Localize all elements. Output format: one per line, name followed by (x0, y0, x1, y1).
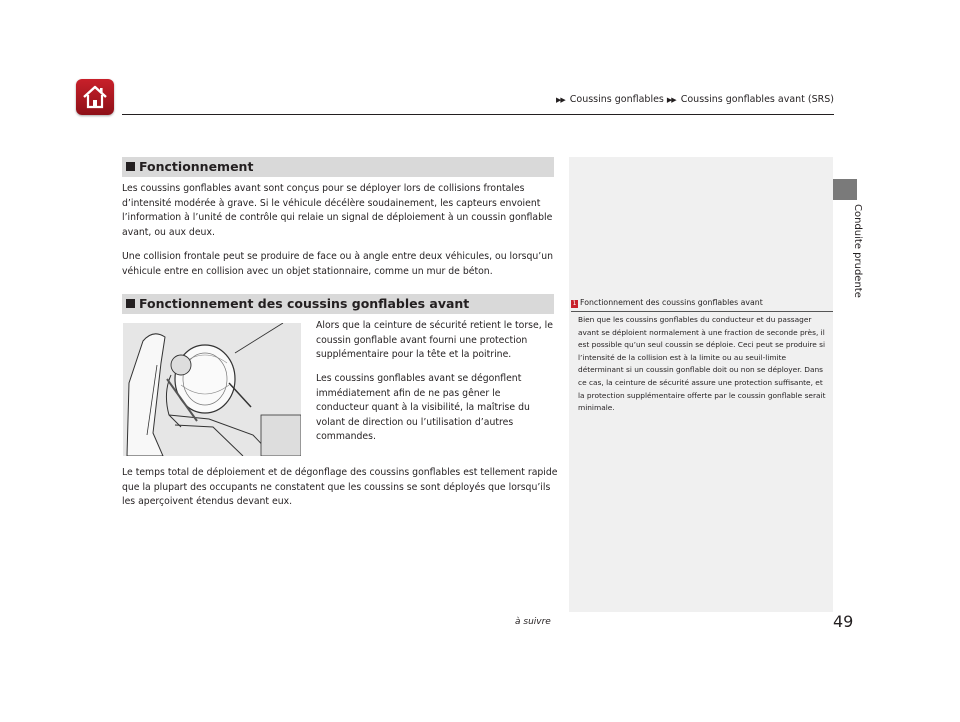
home-button[interactable] (76, 79, 114, 115)
paragraph: Le temps total de déploiement et de dégonflage des coussins gonflables est tellement rapide que la plupart des occupants ne constatent que les coussins se sont déployés que lorsqu’ils les aperçoivent étendus devant eux. (122, 467, 558, 507)
breadcrumb (556, 94, 834, 105)
section-title: Fonctionnement (139, 159, 254, 174)
note-heading (571, 298, 833, 312)
section-title: Fonctionnement des coussins gonflables avant (139, 296, 470, 311)
paragraph: Les coussins gonflables avant sont conçus pour se déployer lors de collisions frontales d’intensité modérée à grave. Si le véhicule décélère soudainement, les capteurs envoient l’information à l’unité de contrôle qui relaie un signal de déploiement à un coussin gonflable avant, ou aux deux. (122, 183, 553, 238)
airbag-illustration-icon (123, 323, 301, 456)
paragraph: Les coussins gonflables avant se dégonflent immédiatement afin de ne pas gêner le conducteur quant à la visibilité, la maîtrise du volant de direction ou l’utilisation d’autres commandes. (316, 373, 530, 442)
section-heading-fonctionnement (122, 157, 554, 177)
breadcrumb-item-coussins-avant[interactable]: Coussins gonflables avant (SRS) (680, 94, 834, 105)
chapter-tab-label: Conduite prudente (852, 204, 863, 298)
home-icon (81, 83, 109, 111)
page-number: 49 (833, 612, 854, 631)
note-reference-badge: 1 (572, 300, 577, 307)
note-text: Bien que les coussins gonflables du conducteur et du passager avant se déploient normalement à une fraction de seconde près, il est possible qu’un seul coussin se déploie. Ceci peut se produire si l’intensité de la collision est à la limite ou au seuil-limite déterminant si un coussin gonflable doit ou non se déployer. Dans ce cas, la ceinture de sécurité assure une protection suffisante, et la protection supplémentaire offerte par le coussin gonflable serait minimale. (578, 315, 826, 413)
square-bullet-icon (126, 299, 135, 308)
continued-label: à suivre (515, 617, 551, 627)
breadcrumb-item-coussins[interactable]: Coussins gonflables (569, 94, 664, 105)
paragraph: Alors que la ceinture de sécurité retient le torse, le coussin gonflable avant fourni une protection supplémentaire pour la tête et la poitrine. (316, 320, 553, 360)
section-heading-coussins-avant (122, 294, 554, 314)
header-divider (122, 114, 834, 115)
breadcrumb-arrow-icon: ▶▶ (666, 96, 676, 104)
note-title: Fonctionnement des coussins gonflables avant (580, 298, 763, 307)
airbag-deployment-illustration (123, 323, 301, 456)
breadcrumb-arrow-icon: ▶▶ (555, 96, 565, 104)
square-bullet-icon (126, 162, 135, 171)
paragraph: Une collision frontale peut se produire de face ou à angle entre deux véhicules, ou lorsqu’un véhicule entre en collision avec un objet stationnaire, comme un mur de béton. (122, 251, 554, 277)
